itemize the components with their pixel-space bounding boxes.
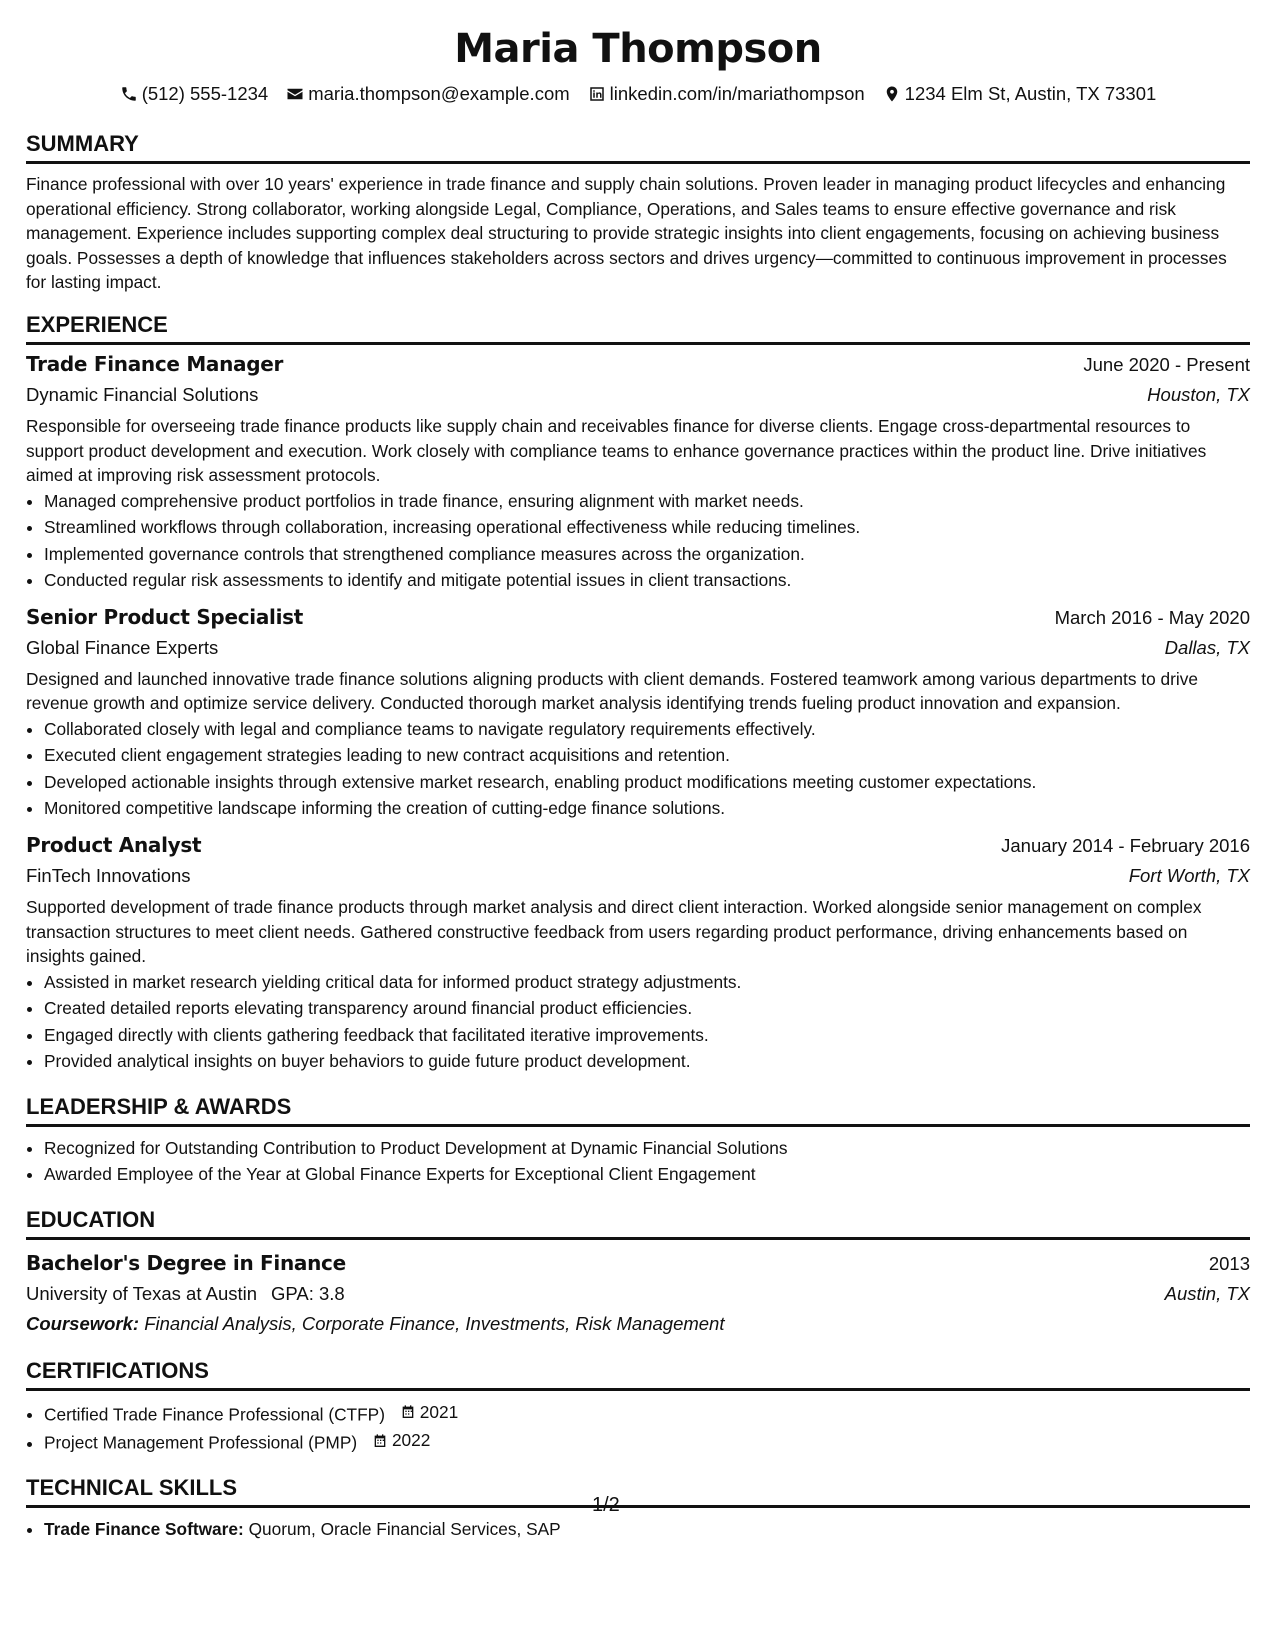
cert-year: 2021 xyxy=(419,1401,459,1422)
experience-section xyxy=(26,311,1250,1075)
list-item: • Awarded Employee of the Year at Global Finance Experts for Exceptional Client Engagement xyxy=(44,1161,1250,1188)
job-location: Dallas, TX xyxy=(1164,636,1250,658)
list-item: • Streamlined workflows through collaboration, increasing operational effectiveness while reducing timelines. xyxy=(44,514,1250,541)
linkedin-icon xyxy=(588,85,606,103)
job-company: FinTech Innovations xyxy=(26,864,191,886)
education-section xyxy=(26,1206,1250,1339)
email-text[interactable]: maria.thompson@example.com xyxy=(308,83,570,104)
list-item: • Recognized for Outstanding Contribution to Product Development at Dynamic Financial Solutions xyxy=(44,1135,1250,1162)
location-pin-icon xyxy=(883,85,901,103)
contact-linkedin[interactable] xyxy=(588,83,865,105)
list-item: • Collaborated closely with legal and compliance teams to navigate regulatory requirements effectively. xyxy=(44,716,1250,743)
job-company: Global Finance Experts xyxy=(26,636,219,658)
gpa: GPA: 3.8 xyxy=(271,1282,345,1304)
skill-value: Quorum, Oracle Financial Services, SAP xyxy=(248,1519,561,1540)
contact-address xyxy=(883,83,1157,105)
job-description: Designed and launched innovative trade finance solutions aligning products with client demands. Fostered teamwork among various departments to drive revenue growth and optimize service delivery. Conducted thorough market analysis identifying trends fueling product innovation and expansion. xyxy=(26,668,1198,714)
skill-label: Trade Finance Software: xyxy=(44,1519,244,1540)
summary-text: Finance professional with over 10 years' experience in trade finance and supply chain solutions. Proven leader in managing product lifecycles and enhancing operational efficiency. Strong collaborator, working alongside Legal, Compliance, Operations, and Sales teams to ensure effective governance and risk management. Experience includes supporting complex deal structuring to provide strategic insights into client engagements, focusing on achieving business goals. Possesses a depth of knowledge that influences stakeholders across sectors and drives urgency—committed to continuous improvement in processes for lasting impact. xyxy=(26,174,1227,293)
list-item: • Engaged directly with clients gathering feedback that facilitated iterative improvements. xyxy=(44,1022,1250,1049)
list-item: • Monitored competitive landscape informing the creation of cutting-edge finance solutions. xyxy=(44,795,1250,822)
phone-text: (512) 555-1234 xyxy=(141,83,269,104)
email-icon xyxy=(286,85,304,103)
job-entry xyxy=(26,830,1250,1075)
resume-page xyxy=(26,0,1250,1543)
experience-heading: EXPERIENCE xyxy=(26,311,1250,345)
school-line xyxy=(26,1279,345,1309)
job-description: Responsible for overseeing trade finance products like supply chain and receivables finance for diverse clients. Engage cross-departmental resources to support product development and execution. Work closely with compliance teams to enhance governance practices within the product line. Drive initiatives aimed at improving risk assessment protocols. xyxy=(26,415,1207,486)
cert-name: Project Management Professional (PMP) xyxy=(44,1432,358,1453)
calendar-icon xyxy=(400,1404,416,1420)
certifications-list xyxy=(26,1399,1250,1457)
contact-phone xyxy=(120,83,269,105)
skills-list xyxy=(26,1516,1250,1543)
certifications-section xyxy=(26,1357,1250,1457)
coursework-list: Financial Analysis, Corporate Finance, Investments, Risk Management xyxy=(144,1312,725,1334)
leadership-heading: LEADERSHIP & AWARDS xyxy=(26,1093,1250,1127)
skills-section xyxy=(26,1474,1250,1543)
job-bullets xyxy=(26,969,1250,1075)
list-item: • Executed client engagement strategies leading to new contract acquisitions and retention. xyxy=(44,742,1250,769)
coursework xyxy=(26,1309,1250,1339)
job-bullets xyxy=(26,716,1250,822)
contact-bar xyxy=(26,82,1250,106)
list-item xyxy=(44,1427,1250,1456)
job-title: Product Analyst xyxy=(26,832,202,857)
education-heading: EDUCATION xyxy=(26,1206,1250,1240)
job-title: Trade Finance Manager xyxy=(26,351,284,376)
job-location: Fort Worth, TX xyxy=(1128,864,1250,886)
list-item: • Assisted in market research yielding critical data for informed product strategy adjustments. xyxy=(44,969,1250,996)
list-item: • Created detailed reports elevating transparency around financial product efficiencies. xyxy=(44,995,1250,1022)
coursework-label: Coursework: xyxy=(26,1312,140,1334)
cert-year: 2022 xyxy=(391,1430,431,1451)
job-bullets xyxy=(26,488,1250,594)
list-item: • Provided analytical insights on buyer behaviors to guide future product development. xyxy=(44,1048,1250,1075)
calendar-icon xyxy=(372,1433,388,1449)
job-company: Dynamic Financial Solutions xyxy=(26,383,259,405)
job-title: Senior Product Specialist xyxy=(26,604,303,629)
phone-icon xyxy=(120,85,138,103)
list-item xyxy=(44,1516,1250,1543)
certifications-heading: CERTIFICATIONS xyxy=(26,1357,1250,1391)
linkedin-text[interactable]: linkedin.com/in/mariathompson xyxy=(609,83,865,104)
job-entry xyxy=(26,602,1250,822)
cert-date xyxy=(400,1399,458,1426)
cert-name: Certified Trade Finance Professional (CTFP) xyxy=(44,1403,385,1424)
summary-section xyxy=(26,130,1250,295)
school-name: University of Texas at Austin xyxy=(26,1282,258,1304)
job-dates: March 2016 - May 2020 xyxy=(1054,606,1250,628)
degree-title: Bachelor's Degree in Finance xyxy=(26,1250,346,1275)
contact-email[interactable] xyxy=(286,83,569,105)
cert-date xyxy=(372,1427,430,1454)
job-location: Houston, TX xyxy=(1147,383,1250,405)
candidate-name: Maria Thompson xyxy=(454,26,822,72)
list-item: • Managed comprehensive product portfolios in trade finance, ensuring alignment with market needs. xyxy=(44,488,1250,515)
job-description: Supported development of trade finance products through market analysis and direct client interaction. Worked alongside senior management on complex transaction structures to meet client needs. Gathered constructive feedback from users regarding product performance, driving enhancements based on insights gained. xyxy=(26,896,1202,967)
leadership-section xyxy=(26,1093,1250,1188)
school-location: Austin, TX xyxy=(1164,1282,1250,1304)
list-item: • Conducted regular risk assessments to identify and mitigate potential issues in client transactions. xyxy=(44,567,1250,594)
leadership-list xyxy=(26,1135,1250,1188)
list-item xyxy=(44,1399,1250,1428)
list-item: • Developed actionable insights through extensive market research, enabling product modifications meeting customer expectations. xyxy=(44,769,1250,796)
page-number: 1/2 xyxy=(592,1494,620,1516)
job-entry xyxy=(26,349,1250,594)
job-dates: January 2014 - February 2016 xyxy=(1001,834,1250,856)
summary-heading: SUMMARY xyxy=(26,130,1250,164)
job-dates: June 2020 - Present xyxy=(1083,353,1250,375)
address-text: 1234 Elm St, Austin, TX 73301 xyxy=(904,83,1157,104)
skills-heading: TECHNICAL SKILLS xyxy=(26,1474,1250,1508)
graduation-year: 2013 xyxy=(1208,1252,1250,1274)
list-item: • Implemented governance controls that strengthened compliance measures across the organization. xyxy=(44,541,1250,568)
